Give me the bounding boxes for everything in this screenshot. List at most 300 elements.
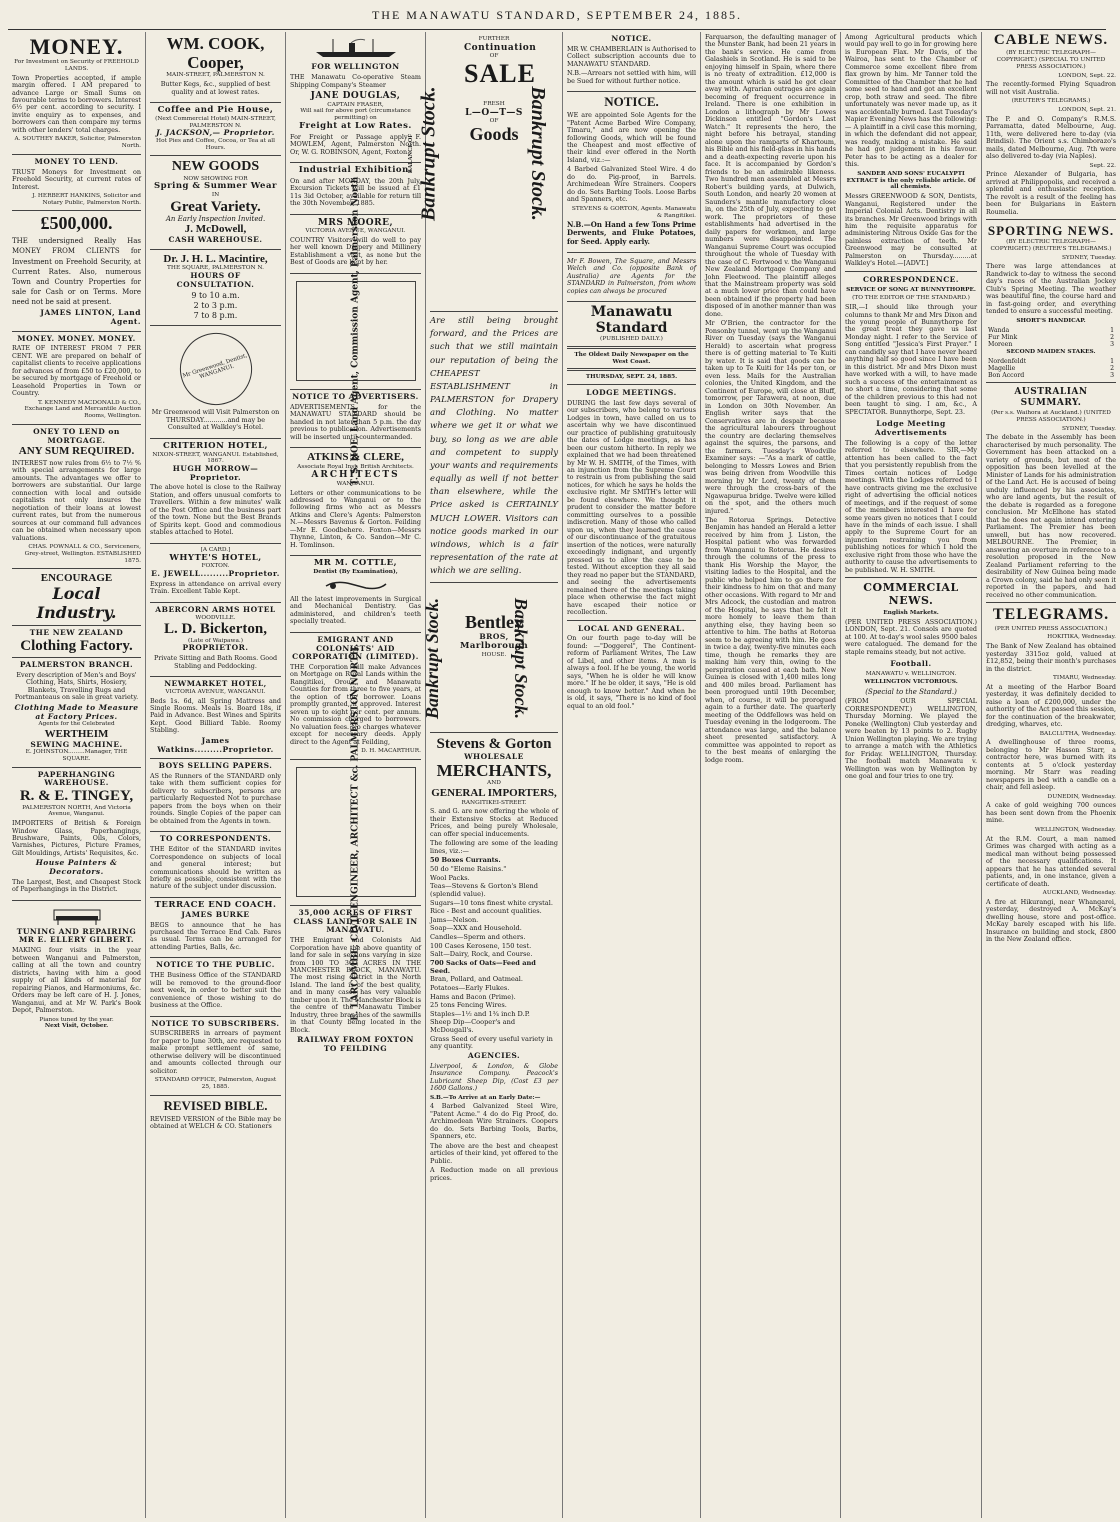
ad-bowen	[567, 253, 696, 302]
sail: Will sail for above port (circumstance permitting) on	[300, 108, 411, 121]
hours: HOURS OF CONSULTATION.	[176, 271, 255, 289]
ad-terrace	[150, 898, 281, 958]
amount-sig: JAMES LINTON, Land Agent.	[40, 308, 141, 326]
hours-2: 2 to 3 p.m.	[193, 300, 238, 310]
further: FURTHER	[478, 36, 510, 42]
nz-title: THE NEW ZEALAND	[29, 628, 124, 638]
crit-body: The above hotel is close to the Railway Station, and offers unusual comforts to Travellers. Within a few minutes' walk of the Post Office and the business part of the town. None but the Best Brands of Spirits kept. Good and commodious stables attached to Hotel.	[150, 483, 281, 537]
reuter: (REUTER'S TELEGRAMS.)	[1011, 98, 1091, 105]
emig-sig: D. H. MACARTHUR.	[361, 748, 421, 755]
tooth-icon	[321, 578, 391, 594]
aus-body: The debate in the Assembly has been characterised by much personality. The Government has been attacked on a variety of grounds, but most of the opposition has been levelled at the Minister of Lands for his administration of the Land Act. He is accused of being unduly influenced by his associates, who are land agents, but the result of the debate is regarded as a foregone conclusion. Mr McElhone has stated that he does not again intend entering Parliament. The Premier has been unwell, but has now recovered. MELBOURNE. The Premier, in answering an overture in reference to a resolution proposed in the New Zealand Parliament referring to the desirability of New Guinea being made a Crown colony, said he had only seen it reported in the papers, and had received no other communication.	[986, 433, 1116, 599]
goods-list-item: Rice - Best and account qualities.	[430, 907, 542, 916]
ad-subscribers	[150, 1017, 281, 1096]
balclutha: BALCLUTHA, Wednesday.	[1039, 730, 1116, 737]
ad-money	[12, 32, 141, 155]
subs-sig: STANDARD OFFICE, Palmerston, August 25, 1885.	[154, 1077, 277, 1090]
ad-tingey	[12, 768, 141, 901]
chamberlain: MR W. CHAMBERLAIN is Authorised to Collect subscription accounts due to MANAWATU STANDARD.	[567, 44, 697, 68]
special: (Special to the Standard.)	[865, 688, 957, 697]
loading: The following are some of the leading lines, viz.:—	[430, 839, 558, 855]
sale: SALE	[464, 58, 536, 88]
column-8	[982, 32, 1120, 1518]
invited: An Early Inspection Invited.	[165, 215, 266, 224]
sporting-heading: SPORTING NEWS.	[987, 223, 1115, 239]
lots: L—O—T—S	[465, 107, 523, 118]
tele-2: At a meeting of the Harbor Board yesterday, it was definitely decided to raise a loan of £200,000, under the authority of the Act passed this session, for the continuation of the breakwater, dredging, wharves, etc.	[986, 682, 1116, 729]
new-goods: NEW GOODS	[171, 159, 260, 175]
columns	[8, 32, 1116, 1518]
showing: NOW SHOWING FOR	[183, 175, 248, 182]
dentist: Dentist (By Examination),	[313, 569, 398, 576]
adv-body: ADVERTISEMENTS for the MANAWATU STANDARD should be handed in not later than 5 p.m. the day previous to publication. Advertisements will be inserted until countermanded.	[290, 402, 421, 441]
goods-list-item: Salt—Dairy, Rock, and Course.	[430, 950, 533, 959]
house-body: The Largest, Best, and Cheapest Stock of Paperhangings in the District.	[12, 877, 141, 894]
crit-addr: NIXON-STREET, WANGANUI. Established, 1867.	[152, 451, 279, 465]
any-sum: ANY SUM REQUIRED.	[18, 445, 135, 458]
jewell: E. JEWELL.........Proprietor.	[151, 569, 280, 579]
corresp-heading: CORRESPONDENCE.	[862, 274, 959, 284]
spring: Spring & Summer Wear	[154, 181, 277, 192]
advertisers: NOTICE TO ADVERTISERS.	[292, 391, 419, 401]
placing: 3	[1110, 340, 1114, 348]
hoe-text: T. S. HOE, Land Agent, Commission Agent, Palmerston North	[350, 176, 361, 486]
hours-1: 9 to 10 a.m.	[191, 290, 240, 300]
clothing-body: Every description of Men's and Boys' Clothing, Hats, Shirts, Hosiery, Blankets, Travelling Rugs and Portmanteaus on sale in great variety.	[14, 670, 139, 702]
ad-corresp	[150, 832, 281, 898]
house: HOUSE.	[481, 651, 507, 658]
tele-3: A dwellinghouse of three rooms, belonging to Mr Hasson Starr, a contractor here, was burned with its contents at 5 o'clock yesterday morning. Mr Starr was reading newspapers in bed with a candle on a chair, and fell asleep.	[986, 738, 1116, 792]
hokitika: HOKITIKA, Wednesday.	[1047, 634, 1116, 641]
foxton: FOXTON.	[201, 563, 230, 570]
whytes: WHYTE'S HOTEL,	[169, 552, 262, 563]
railway: RAILWAY FROM FOXTON TO FEILDING	[297, 1035, 414, 1054]
tele-5: At the R.M. Court, a man named Grimes was charged with acting as a medical man without being possessed of the necessary qualifications. It appears that he has attended several patients, and, in one instance, given a certificate of death.	[986, 834, 1116, 888]
paper-title: Manawatu Standard	[590, 304, 673, 336]
emigrant: EMIGRANT AND COLONISTS' AID CORPORATION (LIMITED).	[292, 634, 419, 662]
ad-chamberlain	[567, 32, 696, 92]
cottle: MR M. COTTLE,	[313, 558, 398, 569]
dentist-stamp	[170, 324, 261, 415]
tuning: TUNING AND REPAIRING	[16, 926, 137, 936]
ad-cook	[150, 32, 281, 103]
moore-addr: VICTORIA AVENUE, WANGANUI.	[305, 228, 406, 235]
agencies: AGENCIES.	[467, 1051, 521, 1061]
placing: 2	[1110, 365, 1114, 373]
great-variety: Great Variety.	[170, 198, 261, 215]
stevens: Stevens & Gorton	[436, 736, 552, 753]
goods-list-item: Sheep Dip—Cooper's and McDougall's.	[430, 1018, 516, 1035]
placing: 2	[1110, 333, 1114, 341]
bankrupt-right-2: Bankrupt Stock.	[510, 598, 531, 720]
london-2: LONDON, Sept. 21.	[1058, 106, 1116, 113]
gilbert: MR E. ELLERY GILBERT.	[18, 935, 135, 945]
tingey-body: IMPORTERS of British & Foreign Window Glass, Paperhangings, Brushware, Paints, Oils, Colors, Varnishes, Pictures, Picture Frames, Gilt Mouldings, Artists' Requisites, &c.	[12, 819, 141, 857]
match: MANAWATU v. WELLINGTON.	[865, 670, 957, 677]
goods-list-item: Bran, Pollard, and Oatmeal.	[430, 975, 523, 984]
horse-name: Nordenfeldt	[988, 357, 1027, 365]
branch: PALMERSTON BRANCH.	[19, 660, 134, 670]
proprietor: PROPRIETOR.	[182, 643, 249, 653]
exhibition: Industrial Exhibition.	[298, 164, 413, 175]
criterion: CRITERION HOTEL,	[163, 440, 268, 451]
cable-1: The recently-formed Flying Squadron will not visit Australia.	[986, 80, 1116, 96]
football-heading: Football.	[890, 659, 932, 669]
ad-linton	[12, 211, 141, 331]
nb2: N.B.—On Hand a few Tons Prime Derwents, and Fluke Potatoes, for Seed. Apply early.	[567, 220, 696, 246]
of2: OF	[489, 118, 499, 125]
ad-abercorn	[150, 603, 281, 677]
local-industry: Local Industry.	[36, 583, 117, 622]
horse-name: Fur Mink	[988, 333, 1018, 341]
mmm-body: RATE OF INTEREST FROM 7 PER CENT. WE are prepared on behalf of capitalist clients to receive applications for advances of from £50 to £20,000, to be secured by mortgage of Freehold or Leasehold Properties in Town or Country.	[12, 344, 141, 398]
architects: ARCHITECTS	[311, 470, 400, 481]
money-sub: For Investment on Security of FREEHOLD LANDS.	[14, 59, 139, 72]
news-body-2: Mr O'Brien, the contractor for the Ponsonby tunnel, went up the Wanganui River on Tuesday (says the Wanganui Herald) to ascertain what progress there is of getting material to Te Kuiti by water. It is said that goods can be taken up to Te Kuiti for 14s per ton, or even less. Mails for the Australian colonies, the United Kingdom, and the Continent of Europe, will close at Bluff, tomorrow, per Tarawera, at noon, due in London on 30th November. An English writer says that the Conservatives are in despair because the agricultural labourers throughout the country are declaring themselves against the squires, the parsons, and the farmers. Tuesday's Woodville Examiner says: —"As a mark of cattle, belonging to Messrs Lowes and Brien was being driven from Woodville this morning by Mr Lord, twenty of them were through the cross-bars of the Ngawapurua bridge. Twelve were killed on the spot, and the others much injured."	[705, 319, 836, 515]
news-body-3: The Rotorua Springs. Detective Benjamin has handed an Herald a letter received by him from J. Liston, the Hospital patient who was forwarded from Wanganui to Rotorua. He desires through the columns of the press to thank His Worship the Mayor, the visiting ladies to the Hospital, and the public who helped him to go there for their kindness to him on that and many other occasions. With regard to Mr and Mrs Adcock, the custodian and matron of the Hospital, he says that he felt it more homely to leave them than anything else, they having been so attentive to him. The baths at Rotorua seem to be agreeing with him. He goes in twice a day, twenty-five minutes each time, though he remarks they are making him very thin, owing to the perspiration caused at each bath. New Guinea is closed with 1,400 miles long and 400 miles broad. Parliament has been prorogued until 19th December, when, of course, it will be prorogued again to a further date. The quarterly meeting of the Oddfellows was held on Tuesday evening in the lodgeroom. The attendance was large, and the balance sheet presented satisfactory. A committee was appointed to report as to the best means of enlarging the lodge room.	[705, 516, 836, 764]
editorial-head	[567, 302, 696, 716]
next-visit: Next Visit, October.	[44, 1023, 109, 1030]
stamp-text: Mr Greenwood, Dentist, WANGANUI.	[181, 352, 248, 381]
card: [A CARD.]	[200, 546, 231, 553]
sewing: SEWING MACHINE.	[30, 739, 123, 749]
cook-addr: MAIN-STREET, PALMERSTON N.	[166, 72, 265, 79]
timaru: TIMARU, Wednesday.	[1053, 675, 1116, 681]
ad-steamer	[290, 32, 421, 163]
johnston: E. JOHNSTON.........Manager, THE SQUARE.	[25, 749, 128, 762]
house-painters: House Painters & Decorators.	[35, 858, 118, 877]
ad-clothing-factory	[12, 569, 141, 767]
bible: REVISED BIBLE.	[163, 1097, 268, 1113]
emig-body: THE Corporation will make Advances on Mortgage on Rural Lands within the Rangitikei, Oroua, and Manawatu Counties for from three to five years, at the option of the borrower. Loans promptly granted, if approved. Interest seven up to eight per cent. per annum. No commission charged to borrowers. No valuation fees. No charges whatever except for necessary deeds. Apply direct to the Agent at Feilding,	[290, 662, 421, 746]
sg-body: S. and G. are now offering the whole of their Extensive Stocks at Reduced Prices, and being purely Wholesale, can offer special inducements.	[430, 807, 558, 838]
tingey: R. & E. TINGEY,	[19, 788, 134, 805]
paper-warehouse: PAPERHANGING WAREHOUSE.	[37, 769, 116, 788]
subs-body: SUBSCRIBERS in arrears of payment for paper to June 30th, are requested to make prompt settlement of same, otherwise delivery will be discontinued and amounts collected through our solicitor.	[150, 1029, 281, 1075]
gilbert-body: MAKING four visits in the year between Wanganui and Palmerston, calling at all the town and country districts, having with him a good supply of all kinds of material for repairing Pianos, and Harmoniums, &c. Orders may be left care of H. J. Jones, Wanganui, and at Mr W. Park's Book Depot, Palmerston.	[12, 946, 141, 1015]
jewell-body: Express in attendance on arrival every Train. Excellent Table Kept.	[150, 579, 281, 596]
money-sig: A. SOUTHEY BAKER, Solicitor, Palmerston North.	[14, 136, 141, 150]
steamer-name: JANE DOUGLAS,	[310, 91, 401, 102]
hours-3: 7 to 8 p.m.	[193, 311, 238, 321]
coffee-sub: (Next Commercial Hotel) MAIN-STREET, PALMERSTON N.	[155, 115, 276, 129]
goods-list-item: Jams—Nelson.	[430, 915, 479, 924]
agri-body: Among Agricultural products which would pay well to go in for growing here is European Flax. Mr Davis, of the Wairoa, has sent to the Chamber of Commerce some excellent fibre from flax grown by him. Mr Tanner told the Committee of the Chamber that he had some seed to hand and got an excellent crop, both straw and seed. The fibre unfortunately was never made up, as it was accidentally burned. Last Tuesday's Napier Evening News has the following: — A plaintiff in a civil case this morning, in which the defendant did not appear, was ready, making a mistake. He said he had got judgement in his favour. Peter has to be acting as a dealer for this.	[845, 33, 977, 169]
clothing-title: Clothing Factory.	[20, 637, 133, 654]
goods-list-item: Grass Seed of every useful variety in any quantity.	[430, 1034, 553, 1051]
lodge-heading: LODGE MEETINGS.	[586, 387, 677, 397]
encourage: ENCOURAGE	[40, 572, 113, 585]
merchants: MERCHANTS,	[436, 760, 552, 780]
goods-list-item: Hams and Bacon (Prime).	[430, 992, 516, 1001]
piano-icon	[52, 906, 102, 926]
ad-public	[150, 958, 281, 1016]
bentley: Bentley	[465, 612, 523, 633]
english-heading: English Markets.	[883, 609, 939, 616]
sale-block	[464, 36, 537, 145]
placing: 1	[1110, 357, 1114, 365]
service-body: SIR,—I should like through your columns to thank Mr and Mrs Dixon and the young people of Bunnythorpe for the great treat they gave us last Monday night. I refer to the Service of Song entitled "Jessica's First Prayer." I can candidly say that I have never heard anything half so good since I have been in this district. Mr and Mrs Dixon must have worked with a will, to have made such a success of the entertainment as no short a time, considering that some of the children previous to this had not been taught to sing. I am, &c., A SPECTATOR. Bunnythorpe, Sept. 23.	[845, 303, 977, 416]
waipawa: (Late of Waipawa.)	[187, 637, 244, 644]
goods-list-item: 50 do "Eleme Raisins."	[430, 864, 507, 873]
acme-body: WE are appointed Sole Agents for the "Patent Acme Barbed Wire Company, Timaru," and are now opening the following Goods, which will be found the Cheapest and most effective of their kind ever offered in the North Island, viz.:—	[567, 111, 696, 164]
wertheim: WERTHEIM	[44, 727, 109, 740]
lodge-adv-body: The following is a copy of the letter referred to elsewhere. SIR,—My attention has been called to the fact that you persistently republish from the Times certain notices of Lodge meetings. With the Lodges referred to I have contracts giving me the exclusive right of advertising the official notices of meetings, and if the request of some of the members interested I have for some years given no notices that I could have in the minds of each issue. I shall apply to the Supreme Court for an injunction restraining you from publishing notices for which I hold the exclusive right from those who have the authority to cause the advertisements to be published. W. H. SMITH.	[845, 438, 977, 574]
goods-list	[430, 857, 558, 1051]
cooper: Cooper,	[187, 52, 244, 72]
subscribers: NOTICE TO SUBSCRIBERS.	[151, 1018, 280, 1028]
burke: JAMES BURKE	[181, 909, 250, 919]
news-body-1: Farquarson, the defaulting manager of the Munster Bank, had been 21 years in the bank's service. He came from Galashiels in Scotland. He is said to be enjoying himself in Spain, where there is no treaty of extradition. £12,000 is the amount which is said he got clear away with. Agrarian outrages are again becoming of frequent occurrence in Ireland. There is one exhibition in London a lithograph by Mr Lowes Dickinson entitled "Gordon's Last Watch." It represents the hero, the night before his betrayal, standing alone upon the ramparts of Khartoum, his Bible and his field-glass in his hands and a death-expecting reverie upon his face. It is accompanied by Gordon's friends to be an admirable likeness. Two hundred men assembled at Messrs Robert's building yards, at Dulwich, South London, and nearly 20 women at Saunders's mantle manufactory close in, on the 25th of July, expecting to get work. The proprietors of these establishments had advertised in the daily papers for workmen, and large numbers were disappointed. The Wanganui Supreme Court was occupied throughout the whole of Tuesday with the case of C. Fortwood v. the Wanganui New Zealand Mortgage Company and John Fleetwood. The plaintiff alleges that the Mainstream property was sold at a much lower price than could have been obtained if the property had been disposed of in another manner than was done.	[705, 33, 836, 318]
aus-heading: AUSTRALIAN SUMMARY.	[1014, 387, 1088, 408]
captain: CAPTAIN FRASER,	[327, 101, 384, 108]
handicap: SHORT'S HANDICAP.	[1016, 317, 1086, 324]
placing: 1	[1110, 326, 1114, 334]
service-heading: SERVICE OF SONG AT BUNNYTHORPE.	[846, 286, 976, 293]
bros: BROS,	[479, 632, 509, 642]
commercial-heading: COMMERCIAL NEWS.	[863, 581, 959, 608]
watkins: James Watkins.........Proprietor.	[157, 735, 274, 754]
goods: Goods	[469, 124, 519, 145]
race-row	[986, 365, 1116, 372]
goods-list-item: 700 Sacks of Oats—Feed and Seed.	[430, 958, 536, 975]
abercorn: ABERCORN ARMS HOTEL	[155, 604, 276, 614]
corresp-body: THE Editor of the STANDARD invites Correspondence on subjects of local and general interest; but communications should be written as briefly as possible, consistent with the nature of the subject under discussion.	[150, 845, 281, 891]
tele-sub: (PER UNITED PRESS ASSOCIATION.)	[994, 625, 1108, 632]
sport-sub: (BY ELECTRIC TELEGRAPH—COPYRIGHT.) (REUTER'S TELEGRAMS.)	[990, 239, 1112, 252]
arrive: S.B.—To Arrive at an Early Date:—	[430, 1094, 541, 1101]
cable-heading: CABLE NEWS.	[993, 32, 1109, 48]
ad-greenwood	[150, 326, 281, 438]
horse-name: Moreen	[988, 340, 1013, 348]
column-5	[563, 32, 701, 1518]
cook: WM. COOK,	[166, 34, 265, 53]
race-row	[986, 372, 1116, 379]
lodge-body: DURING the last few days several of our subscribers, who belong to various Lodges in town, have called on us to ascertain why we have discontinued our practice of publishing gratuitously the dates of Lodge meetings, as has been our custom hitherto. In reply we explained that we had been threatened by Mr W. H. SMITH, of the Times, with an injunction from the Supreme Court to restrain us from publishing the said notices, for which he says he holds the exclusive right. Mr SMITH's letter will be found elsewhere. We thought it prudent to consider the matter before committing ourselves to a possible indiscretion. Many of those who called upon us, when they learned the cause of our discontinuance of the gratuitous insertion of the notices, were naturally exceedingly indignant, and urgently pressed us to allow the case to be tested. Without exception they all said they read no paper but the STANDARD, and seeing the advertisements remained there of the meetings taking place when otherwise the fact might have escaped their notice or recollection.	[567, 398, 697, 617]
arrive-body: 4 Barbed Galvanized Steel Wire, "Patent Acme." 4 do do Fig Proof, do. Archimedean Wire Strainers. Coopers do do. Sets Barbing Tools, Barbs, Spanners, etc.	[430, 1102, 558, 1141]
acres: 35,000 ACRES OF FIRST CLASS LAND FOR SALE IN MANAWATU.	[293, 908, 418, 935]
column-7	[841, 32, 982, 1518]
race-results-1	[986, 327, 1116, 349]
ad-bible	[150, 1096, 281, 1137]
bick-body: Private Sitting and Bath Rooms. Good Stabling and Peddocking.	[153, 654, 278, 670]
ad-bankrupt-top	[408, 32, 558, 312]
terrace: TERRACE END COACH.	[154, 899, 277, 910]
column-3	[286, 32, 426, 1518]
boys: BOYS SELLING PAPERS.	[158, 761, 273, 771]
ad-doctor	[150, 250, 281, 327]
continuation: Continuation	[464, 42, 537, 53]
sydney: SYDNEY, Tuesday.	[1061, 254, 1116, 261]
ad-criterion	[150, 439, 281, 544]
mortgage-title: ONEY TO LEND on MORTGAGE.	[33, 426, 120, 445]
ag-body: Liverpool, & London, & Globe Insurance Company. Peacock's Lubricant Sheep Dip, (Cost £3 per 1600 Gallons.)	[430, 1061, 558, 1093]
lend-sig: J. HERBERT HANKINS, Solicitor and Notary Public, Palmerston North.	[32, 192, 141, 206]
goods-list-item: 100 Cases Kerosene, 150 test.	[430, 941, 532, 950]
amount: £500,000.	[40, 213, 113, 234]
balance-left: BALANCE OF	[408, 133, 415, 174]
newmarket: NEWMARKET HOTEL,	[164, 679, 267, 689]
mcdowell: J. McDowell,	[184, 223, 247, 236]
amount-body: THE undersigned Really Has MONEY FROM CLIENTS for Investment on Freehold Security, at Current Rates. Also, numerous Town and Country Properties for sale for Cash or on Terms. More need not be said at present.	[12, 237, 141, 307]
advert-small: SANDER AND SONS' EUCALYPTI EXTRACT is the only reliable article. Of all chemists.	[846, 170, 976, 191]
football-body: (FROM OUR SPECIAL CORRESPONDENT.) WELLINGTON, Thursday Morning. We played the Poneke (Wellington) Club yesterday and were beaten by 13 points to 2. Rugby Union Wellington playing. We are trying to arrange a match with the Athletics for Friday. WELLINGTON, Thursday. The football match Manawatu v. Wellington was won by Wellington by one goal and four tries to one try.	[845, 697, 977, 781]
coffee: Coffee and Pie House,	[157, 105, 274, 116]
cash: CASH WAREHOUSE.	[168, 235, 263, 245]
local-heading: LOCAL AND GENERAL.	[578, 623, 685, 633]
masthead: THE MANAWATU STANDARD, SEPTEMBER 24, 1885.	[8, 8, 1106, 30]
doctor: Dr. J. H. L. Macintire,	[163, 252, 268, 265]
ad-boys	[150, 759, 281, 832]
acme-sig: STEVENS & GORTON, Agents. Manawatu & Rangitikei.	[571, 205, 696, 219]
ad-bentley	[422, 583, 558, 733]
marlborough: Marlborough	[460, 640, 529, 651]
reduction: A Reduction made on all previous prices.	[430, 1166, 558, 1182]
column-4	[408, 32, 563, 1518]
larcombe-text: E. LARCOMBE, CIVIL ENGINEER, ARCHITECT &c. PALMERSTON NORTH.	[350, 643, 361, 1021]
nm-addr: VICTORIA AVENUE, WANGANUI.	[165, 688, 266, 695]
wellington: WELLINGTON, Wednesday.	[1034, 826, 1116, 833]
ad-gilbert	[12, 901, 141, 1034]
ad-macdonald	[12, 332, 141, 425]
steamer-body: THE Manawatu Co-operative Steam Shipping Company's Steamer	[290, 73, 421, 89]
moore-body: COUNTRY Visitors will do well to pay her well known Drapery and Millinery Establishment a visit, as none but the Best of Goods are kept by her.	[290, 235, 421, 267]
money-body: Town Properties accepted, if ample margin offered. I AM prepared to advance Large or Small Sums on favourable terms to borrowers. Interest 6½ per cent. according to security. I invite enquiry as to expenses, and borrowers can then compare my terms with other lenders' total charges.	[12, 73, 142, 134]
made-to-measure: Clothing Made to Measure at Factory Prices.	[14, 702, 139, 721]
of: OF	[489, 53, 499, 60]
notice2-title: NOTICE.	[604, 94, 659, 110]
date-line: THURSDAY, SEPT. 24, 1885.	[585, 374, 678, 381]
auckland: AUCKLAND, Wednesday.	[1042, 890, 1116, 897]
acme-list: 4 Barbed Galvanized Steel Wire. 4 do do do. Pig-proof, in Barrels. Archimedean Wire Strainers. Coopers do do. Sets Barbing Tools. Loose Barbs and Spanners, etc.	[567, 165, 696, 204]
goods-list-item: 50 Boxes Currants.	[430, 856, 501, 865]
service-sub: (TO THE EDITOR OF THE STANDARD.)	[852, 295, 970, 302]
notice-public: NOTICE TO THE PUBLIC.	[156, 960, 275, 970]
sport-body: There was large attendances at Randwick to-day to witness the second day's races of the Australian Jockey Club's Spring Meeting. The weather was beautiful fine, the course hard and in fast-going order, and everything tended to ensure a successful meeting.	[986, 262, 1116, 316]
ad-lend	[12, 155, 141, 212]
sept-22: Sept. 22.	[1089, 162, 1116, 169]
acres-body: THE Emigrant and Colonists Aid Corporation have the above quantity of land for sale in sections varying in size from 100 TO 300 ACRES IN THE MANCHESTER BLOCK, MANAWATU. The most rising district in the North Island. The land is of the best quality, and in many cases has very valuable timber upon it. The Manchester Block is the centre of the Manawatu Timber Industry, three branches of the sawmills in that County being located in the Block.	[290, 936, 421, 1034]
ad-pownall	[12, 425, 141, 570]
atkins-sub: Associate Royal Inst. British Architects.	[297, 463, 414, 470]
published: (PUBLISHED DAILY.)	[600, 336, 663, 343]
any-body: INTEREST now rules from 6½ to 7½ % with special arrangements for large amounts. The advantages we offer to borrowers are substantial. Our large connection with local and outside capitalists not only insures the negotiation of their loans at lowest current rates, but from the numerous sources at our command full advances can be obtained when necessary upon valuations.	[12, 458, 141, 542]
cook-body: Butter Kegs, &c., supplied of best quality and at lowest rates.	[160, 80, 271, 96]
telegrams-heading: TELEGRAMS.	[992, 606, 1110, 624]
goods-list-item: 25 tons Fencing Wires.	[430, 1001, 507, 1010]
bankrupt-left-2: Bankrupt Stock.	[422, 598, 443, 720]
atkins-wanganui: WANGANUI.	[336, 480, 375, 487]
ad-stevens	[430, 733, 558, 1188]
freight: Freight at Low Rates.	[299, 120, 412, 131]
goods-list-item: Potatoes—Early Flukes.	[430, 983, 510, 992]
cable-sub: (BY ELECTRIC TELEGRAPH—COPYRIGHT.) (SPECIAL TO UNITED PRESS ASSOCIATION.)	[996, 50, 1106, 70]
nm-body: Beds 1s. 6d, all Spring Mattress and Single Rooms. Meals 1s. Board 18s, if Paid in Advance. Best Wines and Spirits Kept. Good Billiard Table. Roomy Stabling.	[150, 696, 281, 735]
tele-1: The Bank of New Zealand has obtained yesterday 3315oz gold, valued at £12,852, being their month's purchases in the district.	[986, 642, 1116, 673]
lend-title: MONEY TO LEND.	[34, 156, 119, 166]
race-row	[986, 334, 1116, 341]
bankrupt-left: Bankrupt Stock.	[417, 86, 440, 221]
local-body: On our fourth page to-day will be found: —"Doggerel", The Continent-reform of Parliament Writes, The Law of Libel, and other items. A man is always a fool. If he be young, the world says, "When he is older he will know more." If he be older, it says, "He is old enough to know better." And when he is old, it says, "There is no kind of fool equal to an old fool."	[567, 634, 696, 710]
goods-list-item: Wool Packs.	[430, 873, 470, 882]
bankrupt-right: Bankrupt Stock.	[526, 86, 549, 221]
any-sig: CHAS. POWNALL & CO., Serviceners, Grey-street, Wellington. ESTABLISHED 1875.	[24, 544, 141, 564]
fresh: FRESH	[483, 101, 505, 108]
steamship-icon	[311, 37, 401, 59]
atkins-body: Letters or other communications to be addressed to Wanganui or to the following firms who act as Messrs Atkins and Clere's Agents: Palmerston N.—Messrs Bavenus & Gorton. Feilding—Mr E. Goodbehere. Foxton—Messrs Thynne, Linton, & Co. Sandon—Mr C. H. Tomlinson.	[290, 488, 421, 549]
tingey-addr: PALMERSTON NORTH, And Victoria Avenue, Wanganui.	[22, 804, 131, 818]
freight-body: For Freight or Passage apply F. MOWLEM, Agent, Palmerston North. Or, W. G. ROBINSON, Agent, Foxton.	[290, 132, 421, 156]
aus-sub: (Per s.s. Waihora at Auckland.) (UNITED PRESS ASSOCIATION.)	[991, 410, 1111, 423]
ad-whytes	[150, 544, 281, 603]
above: The above are the best and cheapest articles of their kind, yet offered to the Public.	[430, 1141, 558, 1165]
notice-title: NOTICE.	[611, 34, 652, 43]
italic-body: Are still being brought forward, and the Prices are such that we still maintain our reputation of being the CHEAPEST ESTABLISHMENT in PALMERSTON for Drapery and Clothing. No matter where we get it or what we buy, so long as we are able and competent to supply your wants and requirements equally as well if not better than elsewhere, while the Price asked is CERTAINLY MUCH LOWER. Visitors can notice goods marked in our windows, which is a fair representation of the rate at which we are selling.	[430, 316, 558, 577]
lend-body: TRUST Moneys for Investment on Freehold Security, at current rates of Interest.	[12, 167, 141, 191]
ad-newmarket	[150, 677, 281, 759]
horse-name: Bon Accord	[988, 372, 1025, 380]
placing: 3	[1110, 372, 1114, 380]
ad-coffee	[150, 103, 281, 156]
race-row	[986, 358, 1116, 365]
tele-6: A fire at Hikurangi, near Whangarei, yesterday, destroyed A. McKay's dwelling house, store and post-office. McKay barely escaped with his life. Insurance on building and stock, £800 in the New Zealand office.	[986, 897, 1116, 944]
public-body: THE Business Office of the STANDARD will be removed to the ground-floor next week, in order to better suit the convenience of those wishing to do business at the Office.	[150, 971, 281, 1010]
bible-body: REVISED VERSION of the Bible may be obtained at WELCH & CO. Stationers	[150, 1114, 281, 1131]
burke-body: BEGS to announce that he has purchased the Terrace End Cab. Fares as usual. Terms can be arranged for attending Parties, Balls, &c.	[150, 920, 281, 951]
mmm-sig: T. KENNEDY MACDONALD & CO., Exchange Land and Mercantile Auction Rooms, Wellington.	[24, 399, 141, 420]
stakes: SECOND MAIDEN STAKES.	[1006, 349, 1096, 356]
race-row	[986, 327, 1116, 334]
jackson: J. JACKSON,— Proprietor.	[156, 128, 275, 138]
ad-acme	[567, 92, 696, 253]
cable-3: Prince Alexander of Bulgaria, has arrived at Philippopolis, and received a splendid and enthusiastic reception. The revolt is a result of the feeling has been for Bulgarians in Eastern Roumelia.	[986, 170, 1116, 216]
importers: GENERAL IMPORTERS,	[431, 787, 557, 800]
moore: MRS MOORE,	[317, 217, 394, 228]
exh-body: On and after MONDAY, the 20th July, Excursion Tickets will be issued at £1 11s 3id October, available for return till the 30th November, 1885.	[290, 176, 421, 208]
nb: N.B.—Arrears not settled with him, will be Sued for without further notice.	[567, 69, 696, 85]
english-body: (PER UNITED PRESS ASSOCIATION.) LONDON, Sept. 21. Consols are quoted at 100. At to-day's wool sales 9500 bales were catalogued. The demand for the staple remains steady, but not active.	[845, 617, 977, 656]
cottle-body: All the latest improvements in Surgical and Mechanical Dentistry. Gas administered, and children's teeth specially treated.	[290, 594, 421, 626]
agents: Agents for the Celebrated	[38, 721, 115, 728]
wholesale: WHOLESALE	[464, 751, 524, 761]
bickerton: L. D. Bickerton,	[164, 621, 267, 638]
cable-2: The P. and O. Company's R.M.S. Parramatta, dated Melbourne, Aug. 11th, were delivered here to-day (via Brindisi). The Orient s.s. Chimborazo's mails, dated Melbourne, Aug. 7th were also delivered to-day (via Naples).	[986, 114, 1116, 161]
corresp: TO CORRESPONDENTS.	[159, 834, 272, 844]
in: IN	[211, 192, 220, 199]
london-1: LONDON, Sept. 22.	[1058, 72, 1116, 79]
column-6	[701, 32, 841, 1518]
ad-italic-body	[430, 312, 558, 583]
oldest: The Oldest Daily Newspaper on the West Coast.	[574, 351, 689, 365]
woodville: WOODVILLE.	[195, 614, 236, 621]
pianos-tuned: Pianos tuned by the year.	[39, 1016, 114, 1023]
and: AND	[487, 780, 501, 787]
race-results-2	[986, 358, 1116, 380]
horse-name: Wanda	[988, 326, 1010, 334]
lodge-adv-heading: Lodge Meeting Advertisements	[874, 419, 948, 437]
mmm-title: MONEY. MONEY. MONEY.	[17, 333, 136, 343]
race-row	[986, 341, 1116, 348]
dunedin: DUNEDIN, Wednesday.	[1047, 793, 1116, 800]
money-title: MONEY.	[29, 34, 124, 59]
sydney-2: SYDNEY, Tuesday.	[1061, 425, 1116, 432]
horse-name: Magellie	[988, 365, 1016, 373]
doctor-addr: THE SQUARE, PALMERSTON N.	[167, 265, 264, 272]
ad-cottle	[290, 556, 421, 633]
column-2	[146, 32, 286, 1518]
goods-list-item: Soap—XXX and Household.	[430, 924, 522, 933]
ad-mcdowell	[150, 156, 281, 249]
